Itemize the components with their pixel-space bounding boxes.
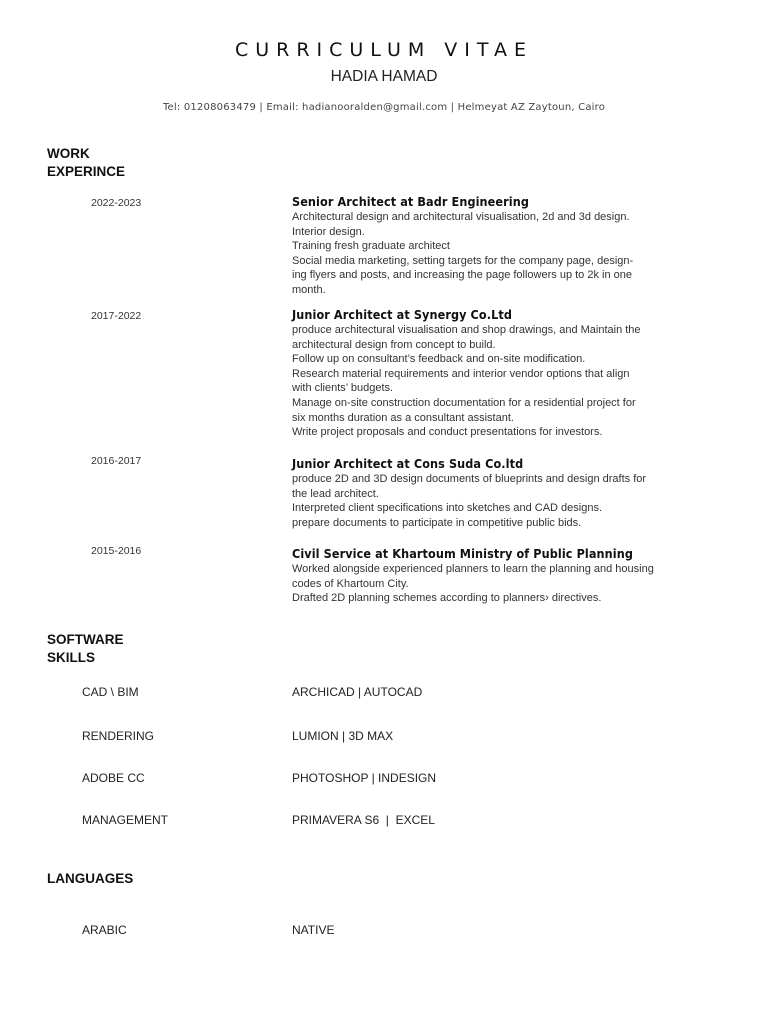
- job-description-line: Drafted 2D planning schemes according to planners› directives.: [292, 592, 602, 605]
- job-description-line: ing flyers and posts, and increasing the page followers up to 2k in one: [292, 269, 632, 282]
- language-level: NATIVE: [292, 923, 335, 937]
- job-entry: [292, 195, 662, 298]
- job-description-line: Write project proposals and conduct presentations for investors.: [292, 426, 603, 439]
- job-description-line: with clients’ budgets.: [292, 382, 394, 395]
- skill-category: MANAGEMENT: [82, 813, 169, 827]
- job-description: [292, 210, 662, 298]
- job-description-line: Follow up on consultant’s feedback and on-site modification.: [292, 353, 586, 366]
- job-years: 2016-2017: [91, 455, 142, 467]
- job-title: Junior Architect at Cons Suda Co.ltd: [292, 456, 524, 471]
- job-description-line: Worked alongside experienced planners to learn the planning and housing: [292, 563, 654, 575]
- skill-tools: PHOTOSHOP | INDESIGN: [292, 771, 437, 785]
- heading-line: EXPERINCE: [47, 164, 126, 179]
- job-description-line: prepare documents to participate in competitive public bids.: [292, 516, 582, 529]
- document-title: CURRICULUM VITAE: [234, 39, 534, 61]
- skill-tools: LUMION | 3D MAX: [292, 729, 394, 743]
- job-description-line: the lead architect.: [292, 487, 379, 500]
- job-description-line: Training fresh graduate architect: [292, 240, 450, 253]
- contact-info: Tel: 01208063479 | Email: hadianooralden@gmail.com | Helmeyat AZ Zaytoun, Cairo: [162, 102, 606, 113]
- job-title: Junior Architect at Synergy Co.Ltd: [292, 307, 513, 322]
- heading-line: SOFTWARE: [47, 632, 124, 647]
- job-description-line: month.: [292, 283, 326, 296]
- heading-line: SKILLS: [47, 650, 96, 665]
- skill-tools: PRIMAVERA S6 | EXCEL: [292, 813, 435, 827]
- job-entry: [292, 308, 662, 440]
- job-entry: [292, 457, 662, 530]
- job-description-line: codes of Khartoum City.: [292, 577, 409, 590]
- job-description: [292, 323, 662, 440]
- job-description-line: produce architectural visualisation and shop drawings, and Maintain the: [292, 324, 641, 336]
- job-description-line: Manage on-site construction documentation for a residential project for: [292, 396, 636, 409]
- languages-heading: LANGUAGES: [47, 871, 134, 886]
- job-years: 2022-2023: [91, 197, 142, 209]
- job-description: [292, 472, 662, 530]
- skill-category: ADOBE CC: [82, 771, 145, 785]
- job-description-line: six months duration as a consultant assistant.: [292, 411, 514, 424]
- job-years: 2017-2022: [91, 310, 142, 322]
- job-entry: [292, 547, 662, 606]
- job-description-line: Interior design.: [292, 225, 365, 238]
- person-name: HADIA HAMAD: [330, 68, 438, 85]
- skill-category: CAD \ BIM: [82, 685, 139, 699]
- job-years: 2015-2016: [91, 545, 142, 557]
- heading-line: WORK: [47, 146, 90, 161]
- job-title: Civil Service at Khartoum Ministry of Public Planning: [292, 546, 633, 561]
- job-description: [292, 562, 662, 606]
- job-description-line: Research material requirements and interior vendor options that align: [292, 367, 630, 380]
- job-description-line: Interpreted client specifications into sketches and CAD designs.: [292, 502, 602, 515]
- software-skills-heading: [47, 631, 124, 667]
- work-experience-heading: [47, 145, 125, 181]
- language-name: ARABIC: [82, 923, 127, 937]
- skill-tools: ARCHICAD | AUTOCAD: [292, 685, 423, 699]
- job-description-line: architectural design from concept to build.: [292, 338, 496, 351]
- job-description-line: produce 2D and 3D design documents of blueprints and design drafts for: [292, 473, 647, 485]
- skill-category: RENDERING: [82, 729, 155, 743]
- job-title: Senior Architect at Badr Engineering: [292, 194, 529, 209]
- job-description-line: Social media marketing, setting targets for the company page, design-: [292, 254, 634, 267]
- job-description-line: Architectural design and architectural visualisation, 2d and 3d design.: [292, 211, 630, 223]
